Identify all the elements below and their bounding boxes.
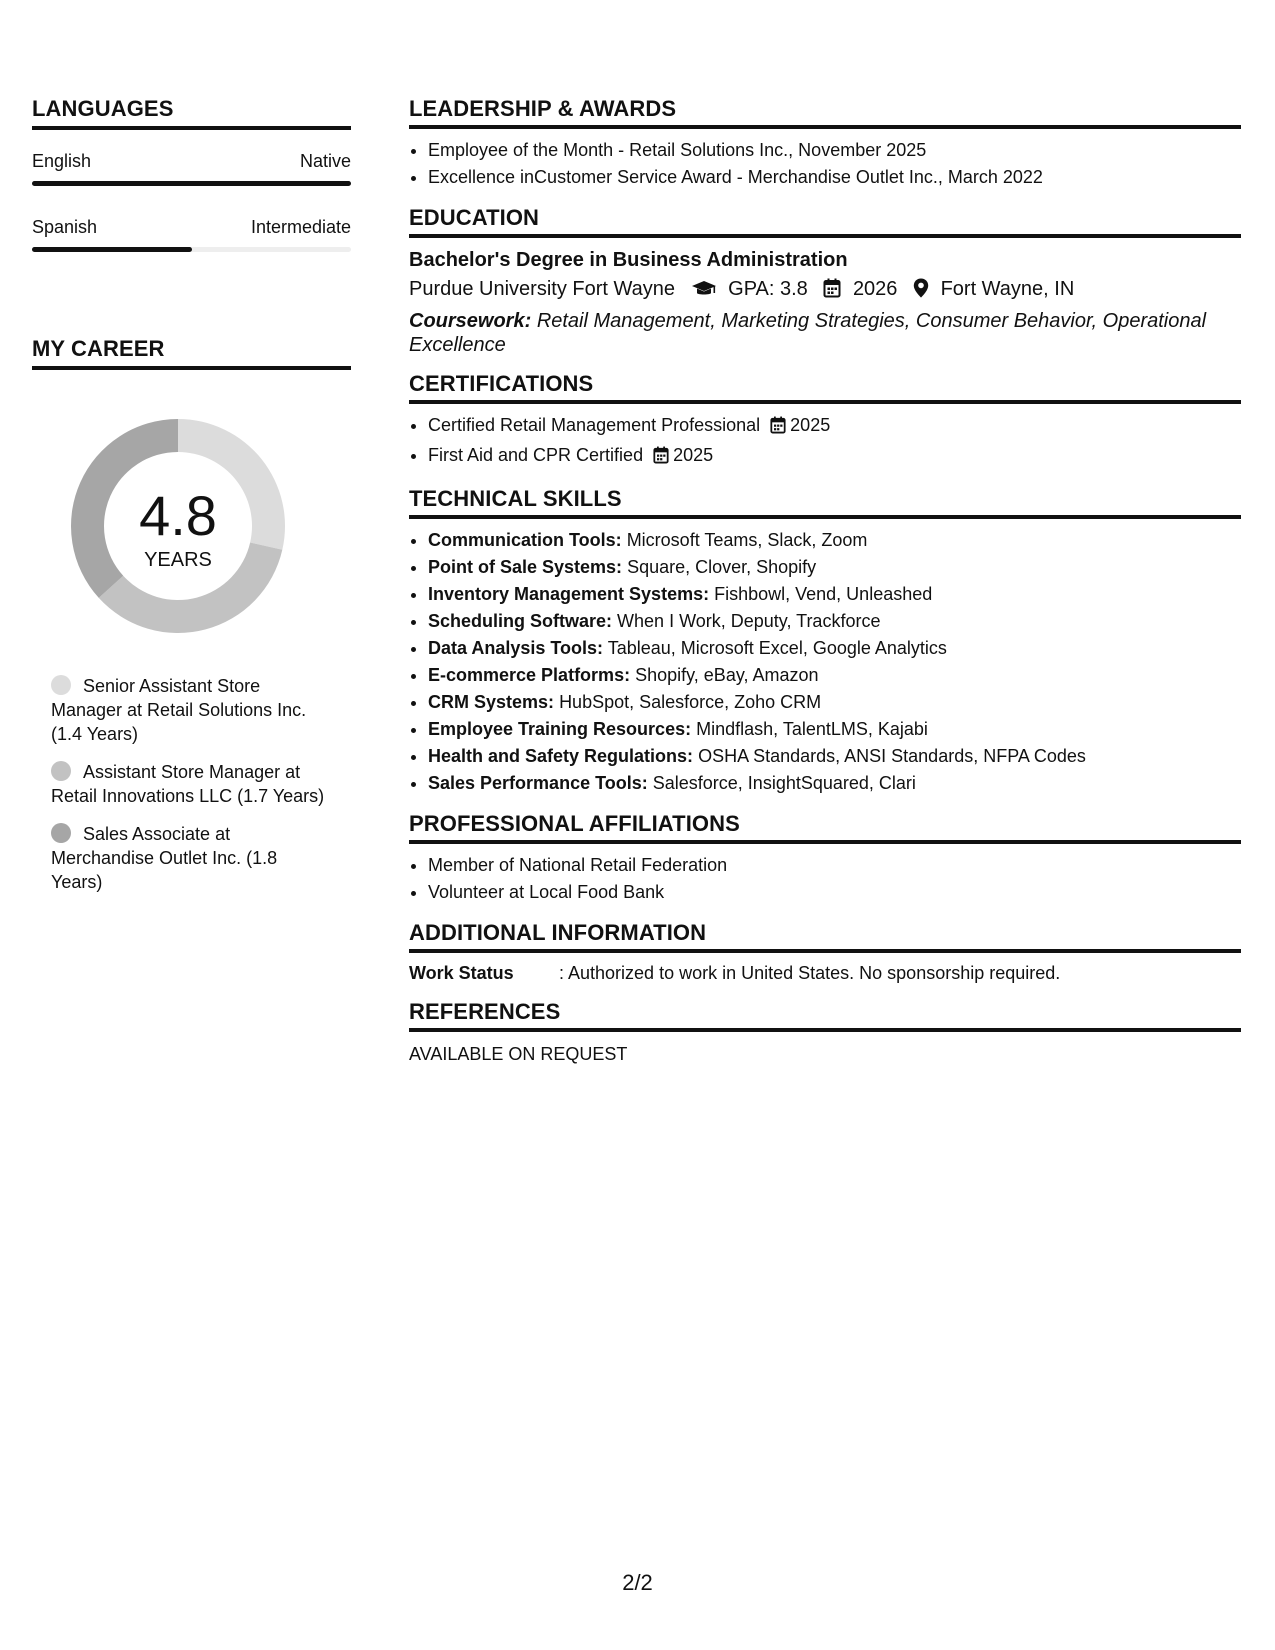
graduation-year: 2026: [852, 278, 898, 300]
language-bar: [32, 247, 351, 252]
work-status-label: Work Status: [409, 963, 514, 983]
language-name: Spanish: [32, 217, 98, 237]
language-bar-fill: [32, 247, 192, 252]
list-item: • Member of National Retail Federation: [428, 852, 1241, 879]
list-item: • Volunteer at Local Food Bank: [428, 879, 1241, 906]
skill-item: [428, 527, 1241, 554]
skill-value: Fishbowl, Vend, Unleashed: [714, 584, 933, 604]
right-column: [409, 96, 1241, 1080]
certification-name: First Aid and CPR Certified: [428, 445, 644, 465]
language-spanish: [32, 216, 351, 252]
skill-label: Scheduling Software:: [428, 611, 613, 631]
calendar-icon: [770, 415, 786, 442]
certification-year: 2025: [673, 445, 714, 465]
certifications-title: CERTIFICATIONS: [409, 371, 1241, 404]
certification-year: 2025: [790, 415, 831, 435]
skill-value: When I Work, Deputy, Trackforce: [617, 611, 881, 631]
skill-value: Square, Clover, Shopify: [627, 557, 817, 577]
career-legend-item: [51, 674, 331, 746]
coursework-list: Retail Management, Marketing Strategies, Consumer Behavior, Operational Excellence: [409, 310, 1207, 356]
career-role-label: Sales Associate at Merchandise Outlet Inc. (1.8 Years): [51, 824, 278, 892]
skill-item: [428, 554, 1241, 581]
skill-label: Point of Sale Systems:: [428, 557, 623, 577]
legend-dot: [51, 823, 71, 843]
work-status-value: : Authorized to work in United States. No sponsorship required.: [559, 963, 1061, 983]
education-title: EDUCATION: [409, 205, 1241, 238]
education-section: [409, 205, 1241, 357]
skill-label: CRM Systems:: [428, 692, 555, 712]
skill-value: Salesforce, InsightSquared, Clari: [652, 773, 916, 793]
list-item: • Excellence inCustomer Service Award - Merchandise Outlet Inc., March 2022: [428, 164, 1241, 191]
school-location: Fort Wayne, IN: [940, 278, 1075, 300]
skill-item: [428, 743, 1241, 770]
skill-label: Employee Training Resources:: [428, 719, 692, 739]
career-legend-item: [51, 822, 331, 894]
career-role-label: Senior Assistant Store Manager at Retail Solutions Inc. (1.4 Years): [51, 676, 307, 744]
skill-value: OSHA Standards, ANSI Standards, NFPA Codes: [698, 746, 1086, 766]
language-level: Intermediate: [250, 217, 351, 237]
skill-item: [428, 635, 1241, 662]
skill-value: HubSpot, Salesforce, Zoho CRM: [559, 692, 822, 712]
gpa: GPA: 3.8: [728, 278, 808, 300]
skill-value: Tableau, Microsoft Excel, Google Analytics: [607, 638, 947, 658]
coursework-label: Coursework:: [409, 310, 532, 332]
coursework: [409, 309, 1241, 357]
skill-value: Shopify, eBay, Amazon: [635, 665, 819, 685]
skills-title: TECHNICAL SKILLS: [409, 486, 1241, 519]
legend-dot: [51, 675, 71, 695]
references-section: [409, 999, 1241, 1066]
skill-label: Communication Tools:: [428, 530, 622, 550]
left-column: [32, 96, 351, 892]
skill-value: Mindflash, TalentLMS, Kajabi: [696, 719, 928, 739]
education-details: [409, 274, 1241, 307]
certification-name: Certified Retail Management Professional: [428, 415, 761, 435]
career-title: MY CAREER: [32, 336, 351, 370]
legend-dot: [51, 761, 71, 781]
graduation-cap-icon: [691, 277, 717, 307]
additional-info-section: [409, 920, 1241, 985]
skill-value: Microsoft Teams, Slack, Zoom: [626, 530, 868, 550]
career-total-years: 4.8: [139, 484, 217, 547]
language-bar-fill: [32, 181, 351, 186]
skill-label: Data Analysis Tools:: [428, 638, 604, 658]
page-number: 2/2: [622, 1570, 653, 1595]
skills-section: [409, 486, 1241, 797]
career-legend: [51, 674, 331, 908]
language-bar: [32, 181, 351, 186]
language-level: Native: [299, 151, 351, 171]
skill-item: [428, 608, 1241, 635]
affiliations-section: [409, 811, 1241, 906]
leadership-section: [409, 96, 1241, 191]
leadership-title: LEADERSHIP & AWARDS: [409, 96, 1241, 129]
skill-item: [428, 662, 1241, 689]
map-pin-icon: [913, 277, 929, 307]
career-donut-chart: [66, 414, 290, 638]
languages-title: LANGUAGES: [32, 96, 351, 130]
career-role-label: Assistant Store Manager at Retail Innovations LLC (1.7 Years): [51, 762, 325, 806]
references-title: REFERENCES: [409, 999, 1241, 1032]
career-legend-item: [51, 760, 331, 808]
skill-item: [428, 770, 1241, 797]
skill-item: [428, 716, 1241, 743]
calendar-icon: [653, 445, 669, 472]
skill-item: [428, 689, 1241, 716]
list-item: [428, 412, 1241, 442]
certifications-section: [409, 371, 1241, 472]
skill-label: Health and Safety Regulations:: [428, 746, 694, 766]
skill-label: Inventory Management Systems:: [428, 584, 710, 604]
degree-title: Bachelor's Degree in Business Administration: [409, 249, 848, 271]
list-item: [428, 442, 1241, 472]
references-text: AVAILABLE ON REQUEST: [409, 1044, 628, 1064]
affiliations-title: PROFESSIONAL AFFILIATIONS: [409, 811, 1241, 844]
language-english: [32, 150, 351, 186]
skill-label: E-commerce Platforms:: [428, 665, 631, 685]
career-years-unit: YEARS: [144, 549, 212, 571]
additional-info-title: ADDITIONAL INFORMATION: [409, 920, 1241, 953]
skill-item: [428, 581, 1241, 608]
list-item: • Employee of the Month - Retail Solutions Inc., November 2025: [428, 137, 1241, 164]
calendar-icon: [823, 277, 841, 307]
school-name: Purdue University Fort Wayne: [409, 278, 676, 300]
language-name: English: [32, 151, 92, 171]
skill-label: Sales Performance Tools:: [428, 773, 648, 793]
